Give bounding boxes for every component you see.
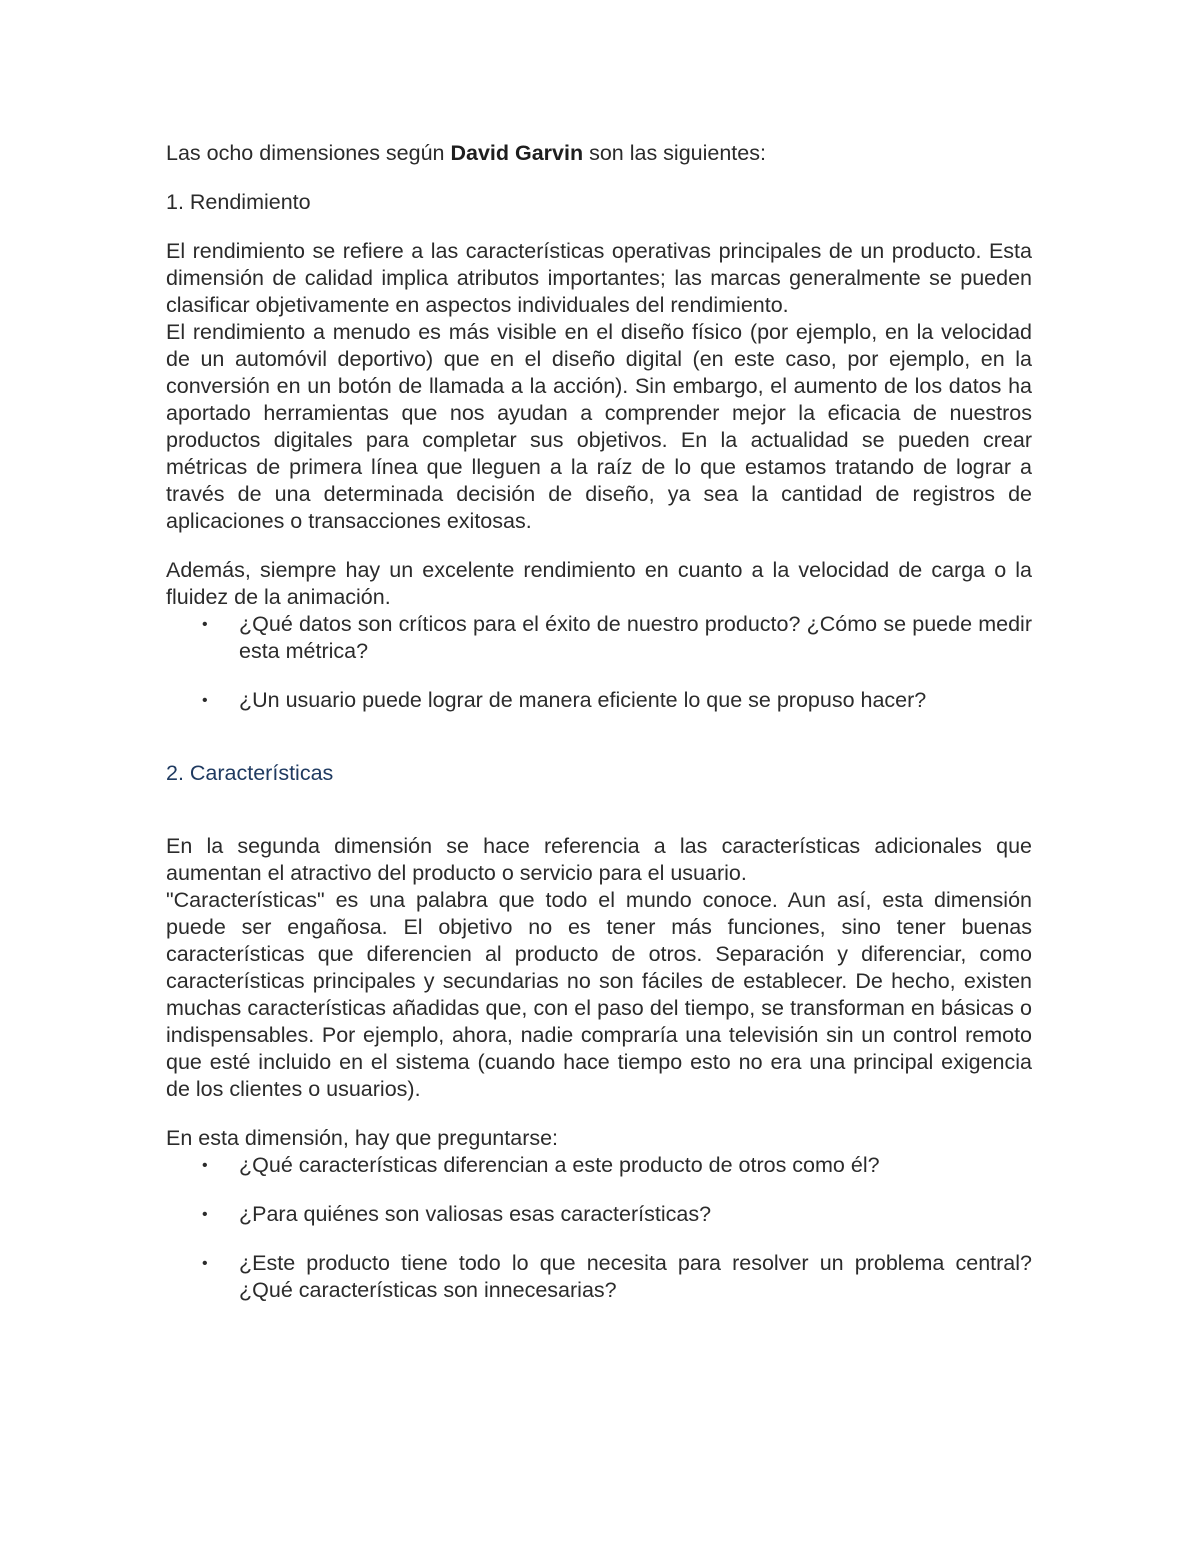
section-1-paragraph-3: Además, siempre hay un excelente rendimiento en cuanto a la velocidad de carga o la fluidez de la animación.: [166, 558, 1032, 609]
bullet-text: ¿Para quiénes son valiosas esas características?: [239, 1202, 712, 1226]
section-1-bullet-list: [166, 611, 1032, 714]
bullet-icon: •: [202, 692, 208, 709]
document-page: [166, 140, 1032, 1304]
bullet-text: ¿Este producto tiene todo lo que necesita para resolver un problema central? ¿Qué características son innecesarias?: [239, 1251, 1032, 1302]
bullet-icon: •: [202, 616, 208, 633]
section-1-paragraph-2: El rendimiento a menudo es más visible en el diseño físico (por ejemplo, en la velocidad de un automóvil deportivo) que en el diseño digital (en este caso, por ejemplo, en la conversión en un botón de llamada a la acción). Sin embargo, el aumento de los datos ha aportado herramientas que nos ayudan a comprender mejor la eficacia de nuestros productos digitales para completar sus objetivos. En la actualidad se pueden crear métricas de primera línea que lleguen a la raíz de lo que estamos tratando de lograr a través de una determinada decisión de diseño, ya sea la cantidad de registros de aplicaciones o transacciones exitosas.: [166, 320, 1032, 533]
section-2-heading: 2. Características: [166, 761, 334, 785]
bullet-text: ¿Un usuario puede lograr de manera eficiente lo que se propuso hacer?: [239, 688, 927, 712]
author-name: David Garvin: [450, 141, 584, 165]
bullet-icon: •: [202, 1206, 208, 1223]
list-item: [166, 1152, 1032, 1179]
list-item: [166, 687, 1032, 714]
intro-text-after: son las siguientes:: [583, 141, 766, 165]
section-1-paragraph-1: El rendimiento se refiere a las características operativas principales de un producto. Esta dimensión de calidad implica atributos importantes; las marcas generalmente se pueden clasificar objetivamente en aspectos individuales del rendimiento.: [166, 239, 1032, 317]
bullet-icon: •: [202, 1255, 208, 1272]
intro-text-before: Las ocho dimensiones según: [166, 141, 451, 165]
bullet-text: ¿Qué datos son críticos para el éxito de nuestro producto? ¿Cómo se puede medir esta métrica?: [239, 612, 1032, 663]
bullet-text: ¿Qué características diferencian a este producto de otros como él?: [239, 1153, 880, 1177]
list-item: [166, 1201, 1032, 1228]
list-item: [166, 611, 1032, 665]
intro-paragraph: [166, 140, 1032, 167]
section-2-paragraph-2: "Características" es una palabra que todo el mundo conoce. Aun así, esta dimensión puede ser engañosa. El objetivo no es tener más funciones, sino tener buenas características que diferencien al producto de otros. Separación y diferenciar, como características principales y secundarias no son fáciles de establecer. De hecho, existen muchas características añadidas que, con el paso del tiempo, se transforman en básicas o indispensables. Por ejemplo, ahora, nadie compraría una televisión sin un control remoto que esté incluido en el sistema (cuando hace tiempo esto no era una principal exigencia de los clientes o usuarios).: [166, 888, 1032, 1101]
section-2-bullet-list: [166, 1152, 1032, 1304]
section-2-paragraph-3: En esta dimensión, hay que preguntarse:: [166, 1126, 559, 1150]
section-2-paragraph-1: En la segunda dimensión se hace referencia a las características adicionales que aumentan el atractivo del producto o servicio para el usuario.: [166, 834, 1032, 885]
section-1-heading: 1. Rendimiento: [166, 190, 311, 214]
bullet-icon: •: [202, 1157, 208, 1174]
list-item: [166, 1250, 1032, 1304]
